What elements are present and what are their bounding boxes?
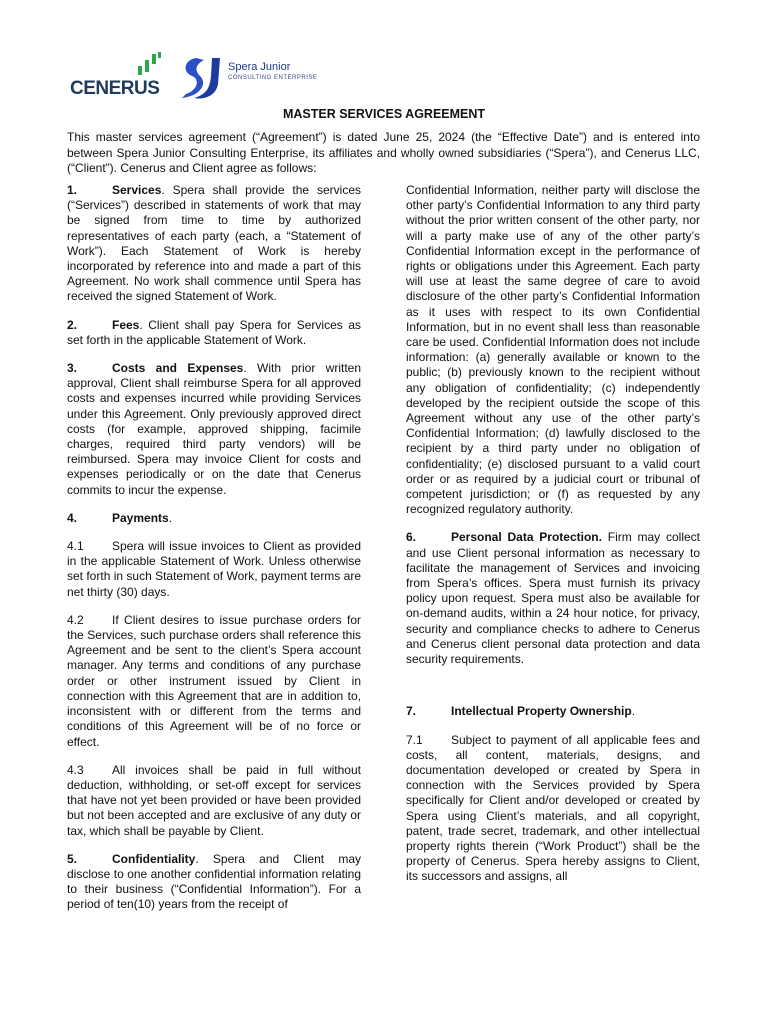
spera-mark-icon xyxy=(178,56,224,100)
spera-name: Spera Junior xyxy=(228,61,291,73)
section-5: 5. Confidentiality. Spera and Client may disclose to one another confidential information relating to their business (“Confidential Information”). For a period of ten(10) years from the receipt of xyxy=(67,851,361,912)
spera-logo xyxy=(178,56,358,100)
section-4-2: 4.2 If Client desires to issue purchase orders for the Services, such purchase orders shall reference this Agreement and be sent to the client’s Spera account manager. Any terms and conditions of any purchase order or other instrument issued by Client in connection with this Agreement that are in addition to, inconsistent with or different from the terms and conditions of this Agreement will be of no force or effect. xyxy=(67,612,361,749)
section-4: 4. Payments. xyxy=(67,510,173,525)
cenerus-logo xyxy=(70,52,170,100)
section-1: 1. Services. Spera shall provide the services (“Services”) described in statements of work that may be signed from time to time by authorized representatives of each party (each, a “Statement of Work”). Each Statement of Work is hereby incorporated by reference into and made a part of this Agreement. No work shall commence until Spera has received the signed Statement of Work. xyxy=(67,183,361,304)
section-7: 7. Intellectual Property Ownership. xyxy=(406,704,636,719)
section-5-continued: Confidential Information, neither party will disclose the other party’s Confidential Information to any third party without the prior written consent of the other party, nor will a party make use of any of the other party’s Confidential Information except in the performance of rights or obligations under this Agreement. Each party will use at least the same degree of care to avoid disclosure of the other party’s Confidential Information as it uses with respect to its own Confidential Information, but in no event shall less than reasonable care be used. Confidential Information does not include information: (a) generally available or known to the public; (b) previously known to the recipient without any obligation of confidentiality; (c) independently developed by the recipient outside the scope of this Agreement without any use of the other party’s Confidential Information; (d) lawfully disclosed to the recipient by a third party under no obligation of confidentiality; (e) disclosed pursuant to a valid court order or as required by a judicial court or tribunal of competent jurisdiction; or (f) as requested by any recognized regulatory authority. xyxy=(406,183,700,517)
cenerus-wordmark: CENERUS xyxy=(70,78,160,99)
document-title: MASTER SERVICES AGREEMENT xyxy=(282,107,486,121)
left-column xyxy=(67,183,361,926)
right-column xyxy=(406,183,700,898)
section-6: 6. Personal Data Protection. Firm may collect and use Client personal information as necessary to facilitate the management of Services and invoicing from Spera’s offices. Spera must furnish its privacy policy upon request. Spera must also be available for on-demand audits, within a 24 hour notice, for privacy, security and compliance checks to adhere to Cenerus and Cenerus client personal data protection and data security requirements. xyxy=(406,530,700,667)
spacer xyxy=(406,680,700,704)
section-2: 2. Fees. Client shall pay Spera for Services as set forth in the applicable Statement of Work. xyxy=(67,317,361,347)
section-7-1: 7.1 Subject to payment of all applicable fees and costs, all content, materials, designs, and documentation developed or created by Spera in connection with the Services provided by Spera specifically for Client and/or developed or created by Spera using Client’s materials, and all copyright, patent, trade secret, trademark, and other intellectual property rights therein (“Work Product”) shall be the property of Cenerus. Spera hereby assigns to Client, its successors and assigns, all xyxy=(406,732,700,884)
spera-subtitle: CONSULTING ENTERPRISE xyxy=(228,75,318,81)
section-4-1: 4.1 Spera will issue invoices to Client as provided in the applicable Statement of Work. Unless otherwise set forth in such Statement of Work, payment terms are net thirty (30) days. xyxy=(67,539,361,599)
intro-paragraph: This master services agreement (“Agreement”) is dated June 25, 2024 (the “Effective Date”) and is entered into between Spera Junior Consulting Enterprise, its affiliates and wholly owned subsidiaries (“Spera”), and Cenerus LLC, (“Client”). Cenerus and Client agree as follows: xyxy=(67,130,700,175)
section-4-3: 4.3 All invoices shall be paid in full without deduction, withholding, or set-off except for services that have not yet been provided or have been provided but not been accepted and are exclusive of any duty or tax, which shall be payable by Client. xyxy=(67,762,361,838)
section-3: 3. Costs and Expenses. With prior written approval, Client shall reimburse Spera for all approved costs and expenses incurred while providing Services under this Agreement. Only previously approved direct costs (for example, approved shipping, facimile charges, required third party vendors) will be reimbursed. Spera may invoice Client for costs and expenses periodically or on the date that Cenerus commits to incur the expense. xyxy=(67,361,362,497)
